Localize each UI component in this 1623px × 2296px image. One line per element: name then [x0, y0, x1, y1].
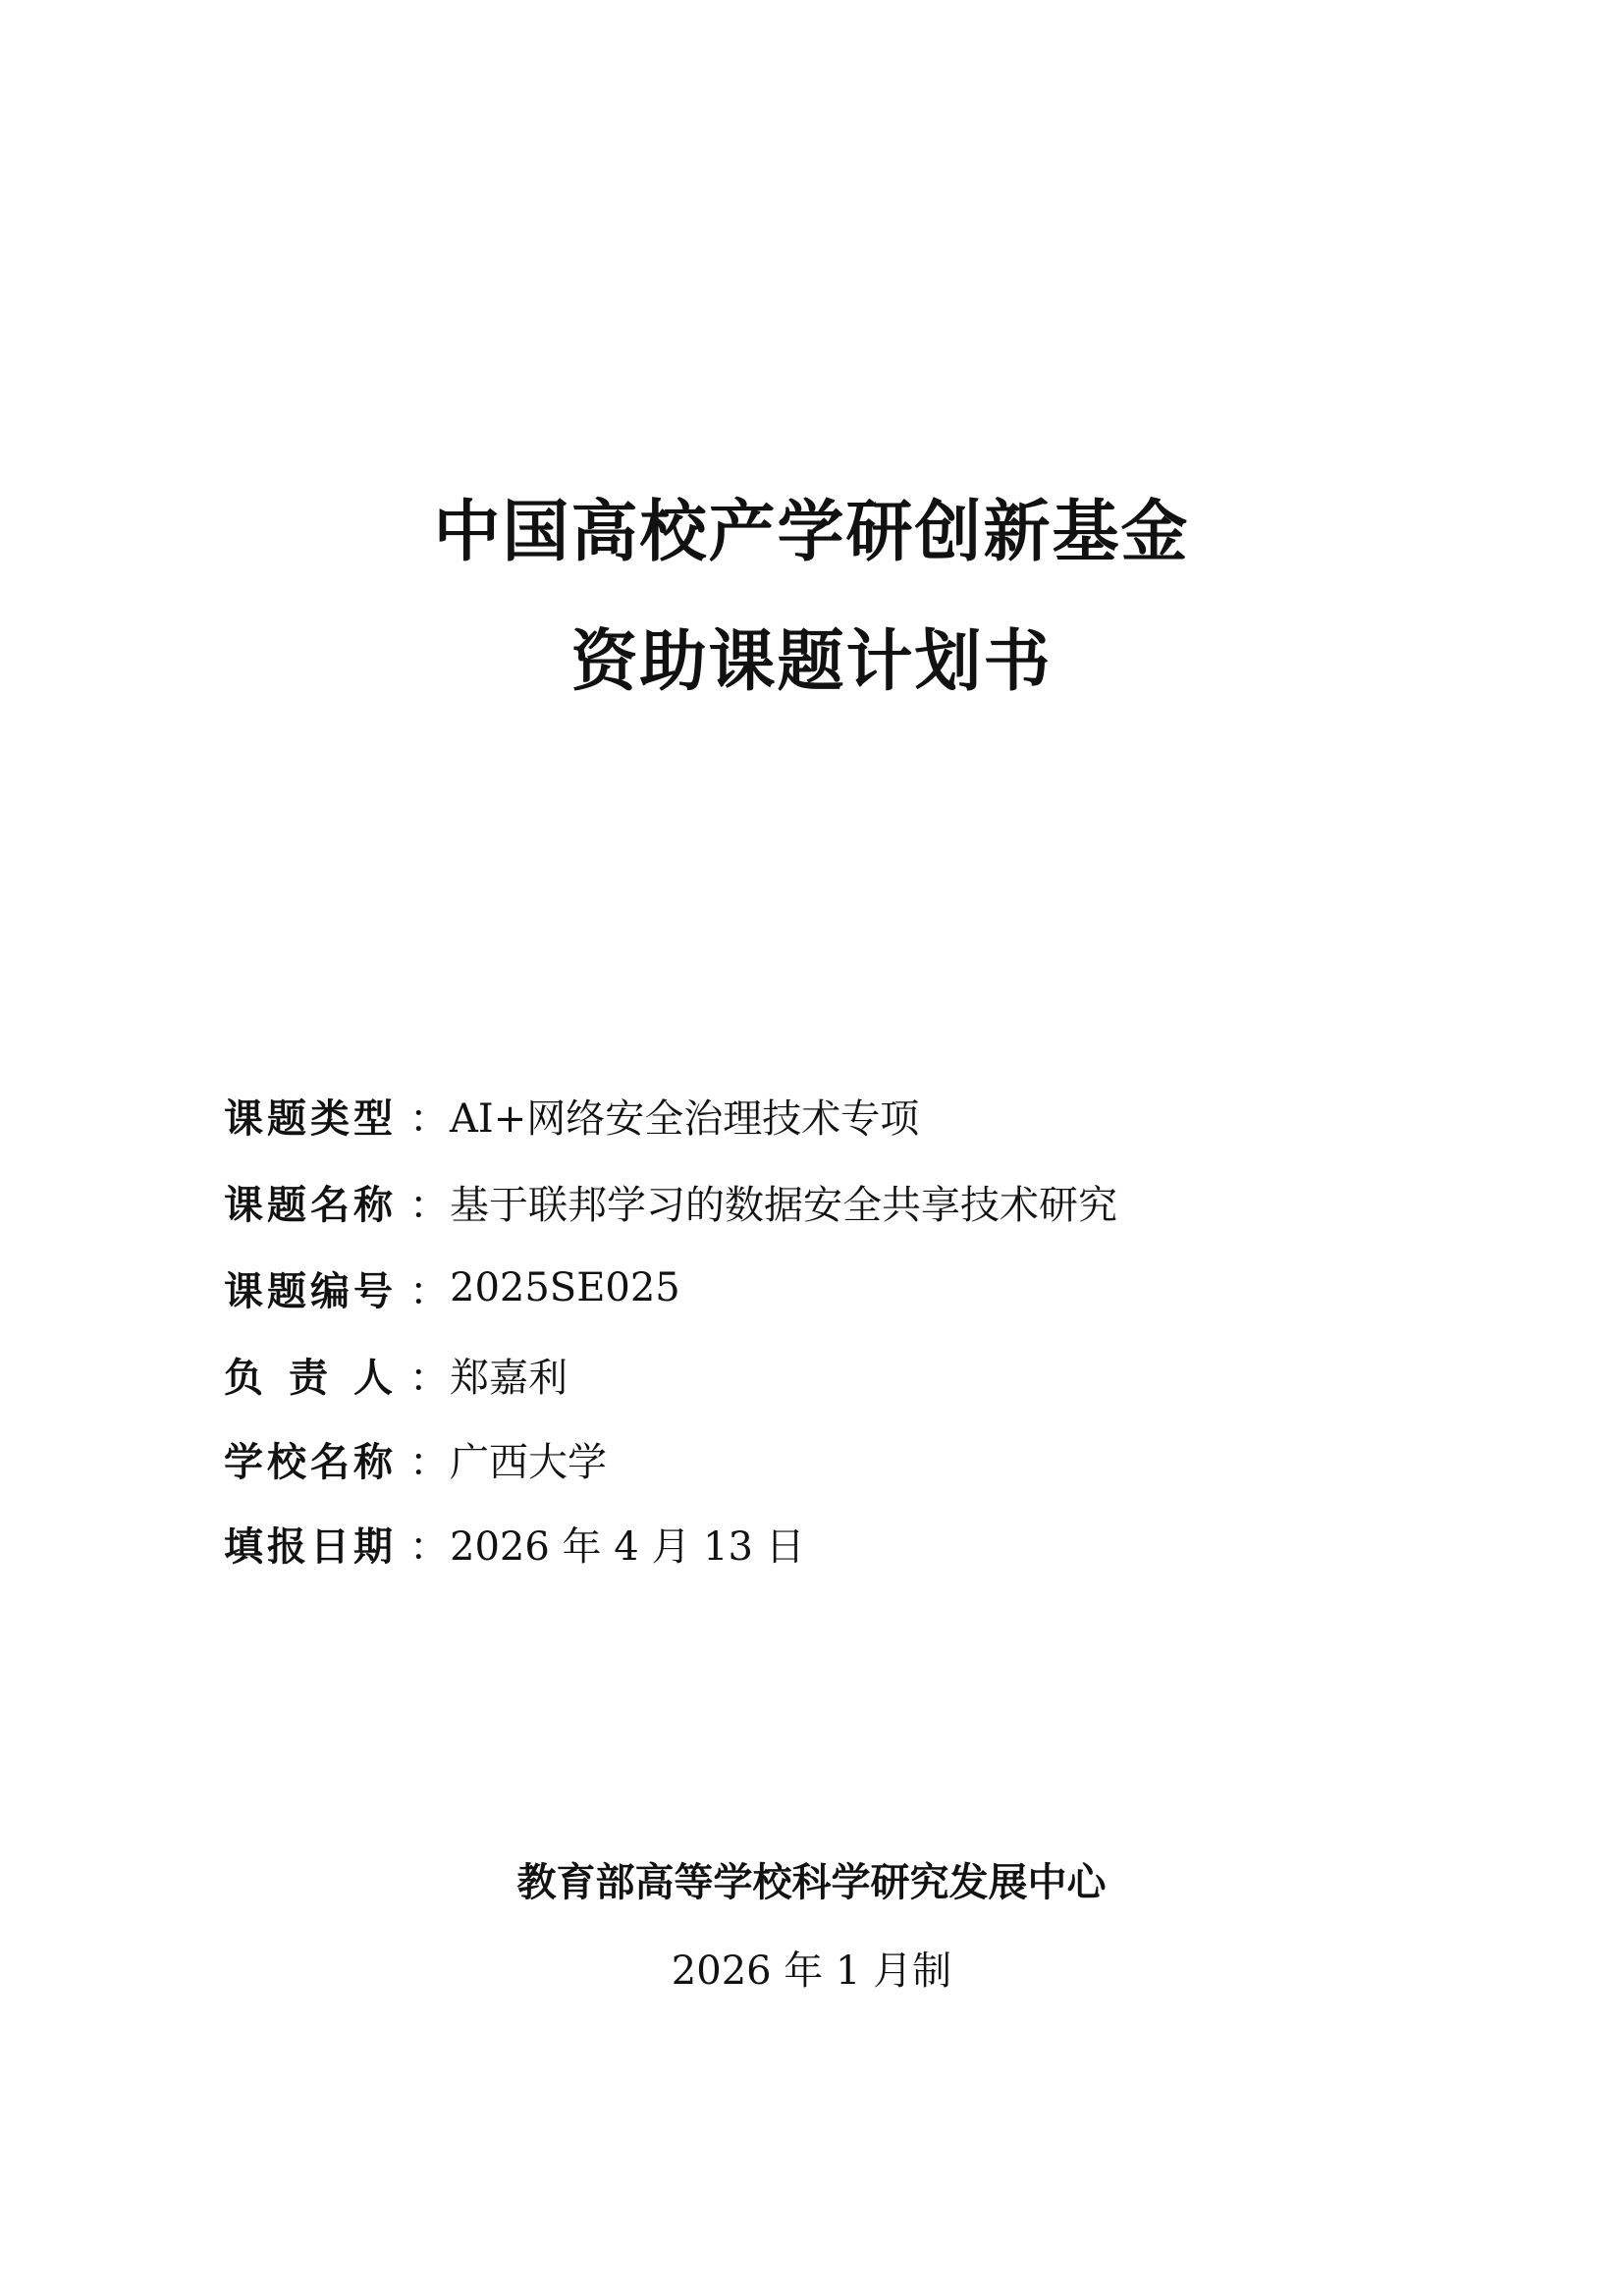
field-row-principal [224, 1345, 568, 1404]
field-colon: ： [409, 1182, 449, 1228]
field-label: 课题类型 [224, 1095, 393, 1142]
field-label: 负责人 [224, 1354, 393, 1401]
field-row-project-type [224, 1086, 919, 1145]
field-colon: ： [409, 1268, 449, 1314]
field-value: AI+网络安全治理技术专项 [450, 1095, 920, 1142]
document-title-line1: 中国高校产学研创新基金 [433, 493, 1190, 571]
field-row-project-name [224, 1172, 1117, 1231]
field-value: 广西大学 [450, 1439, 607, 1485]
footer-organization: 教育部高等学校科学研究发展中心 [516, 1859, 1107, 1905]
field-row-project-number [224, 1258, 680, 1317]
document-title-line2: 资助课题计划书 [570, 622, 1053, 701]
field-value: 基于联邦学习的数据安全共享技术研究 [450, 1182, 1117, 1228]
field-colon: ： [409, 1095, 449, 1142]
field-label: 学校名称 [224, 1438, 393, 1485]
field-label: 填报日期 [224, 1522, 393, 1570]
footer-date: 2026 年 1 月制 [671, 1949, 952, 1994]
field-colon: ： [409, 1523, 449, 1570]
field-value: 2026 年 4 月 13 日 [450, 1523, 805, 1570]
field-row-school-name [224, 1429, 607, 1488]
field-label: 课题编号 [224, 1267, 393, 1314]
field-value: 郑嘉利 [450, 1355, 568, 1401]
field-row-fill-date [224, 1514, 805, 1573]
field-colon: ： [409, 1355, 449, 1401]
field-colon: ： [409, 1439, 449, 1485]
field-label: 课题名称 [224, 1181, 393, 1228]
field-value: 2025SE025 [450, 1265, 680, 1310]
